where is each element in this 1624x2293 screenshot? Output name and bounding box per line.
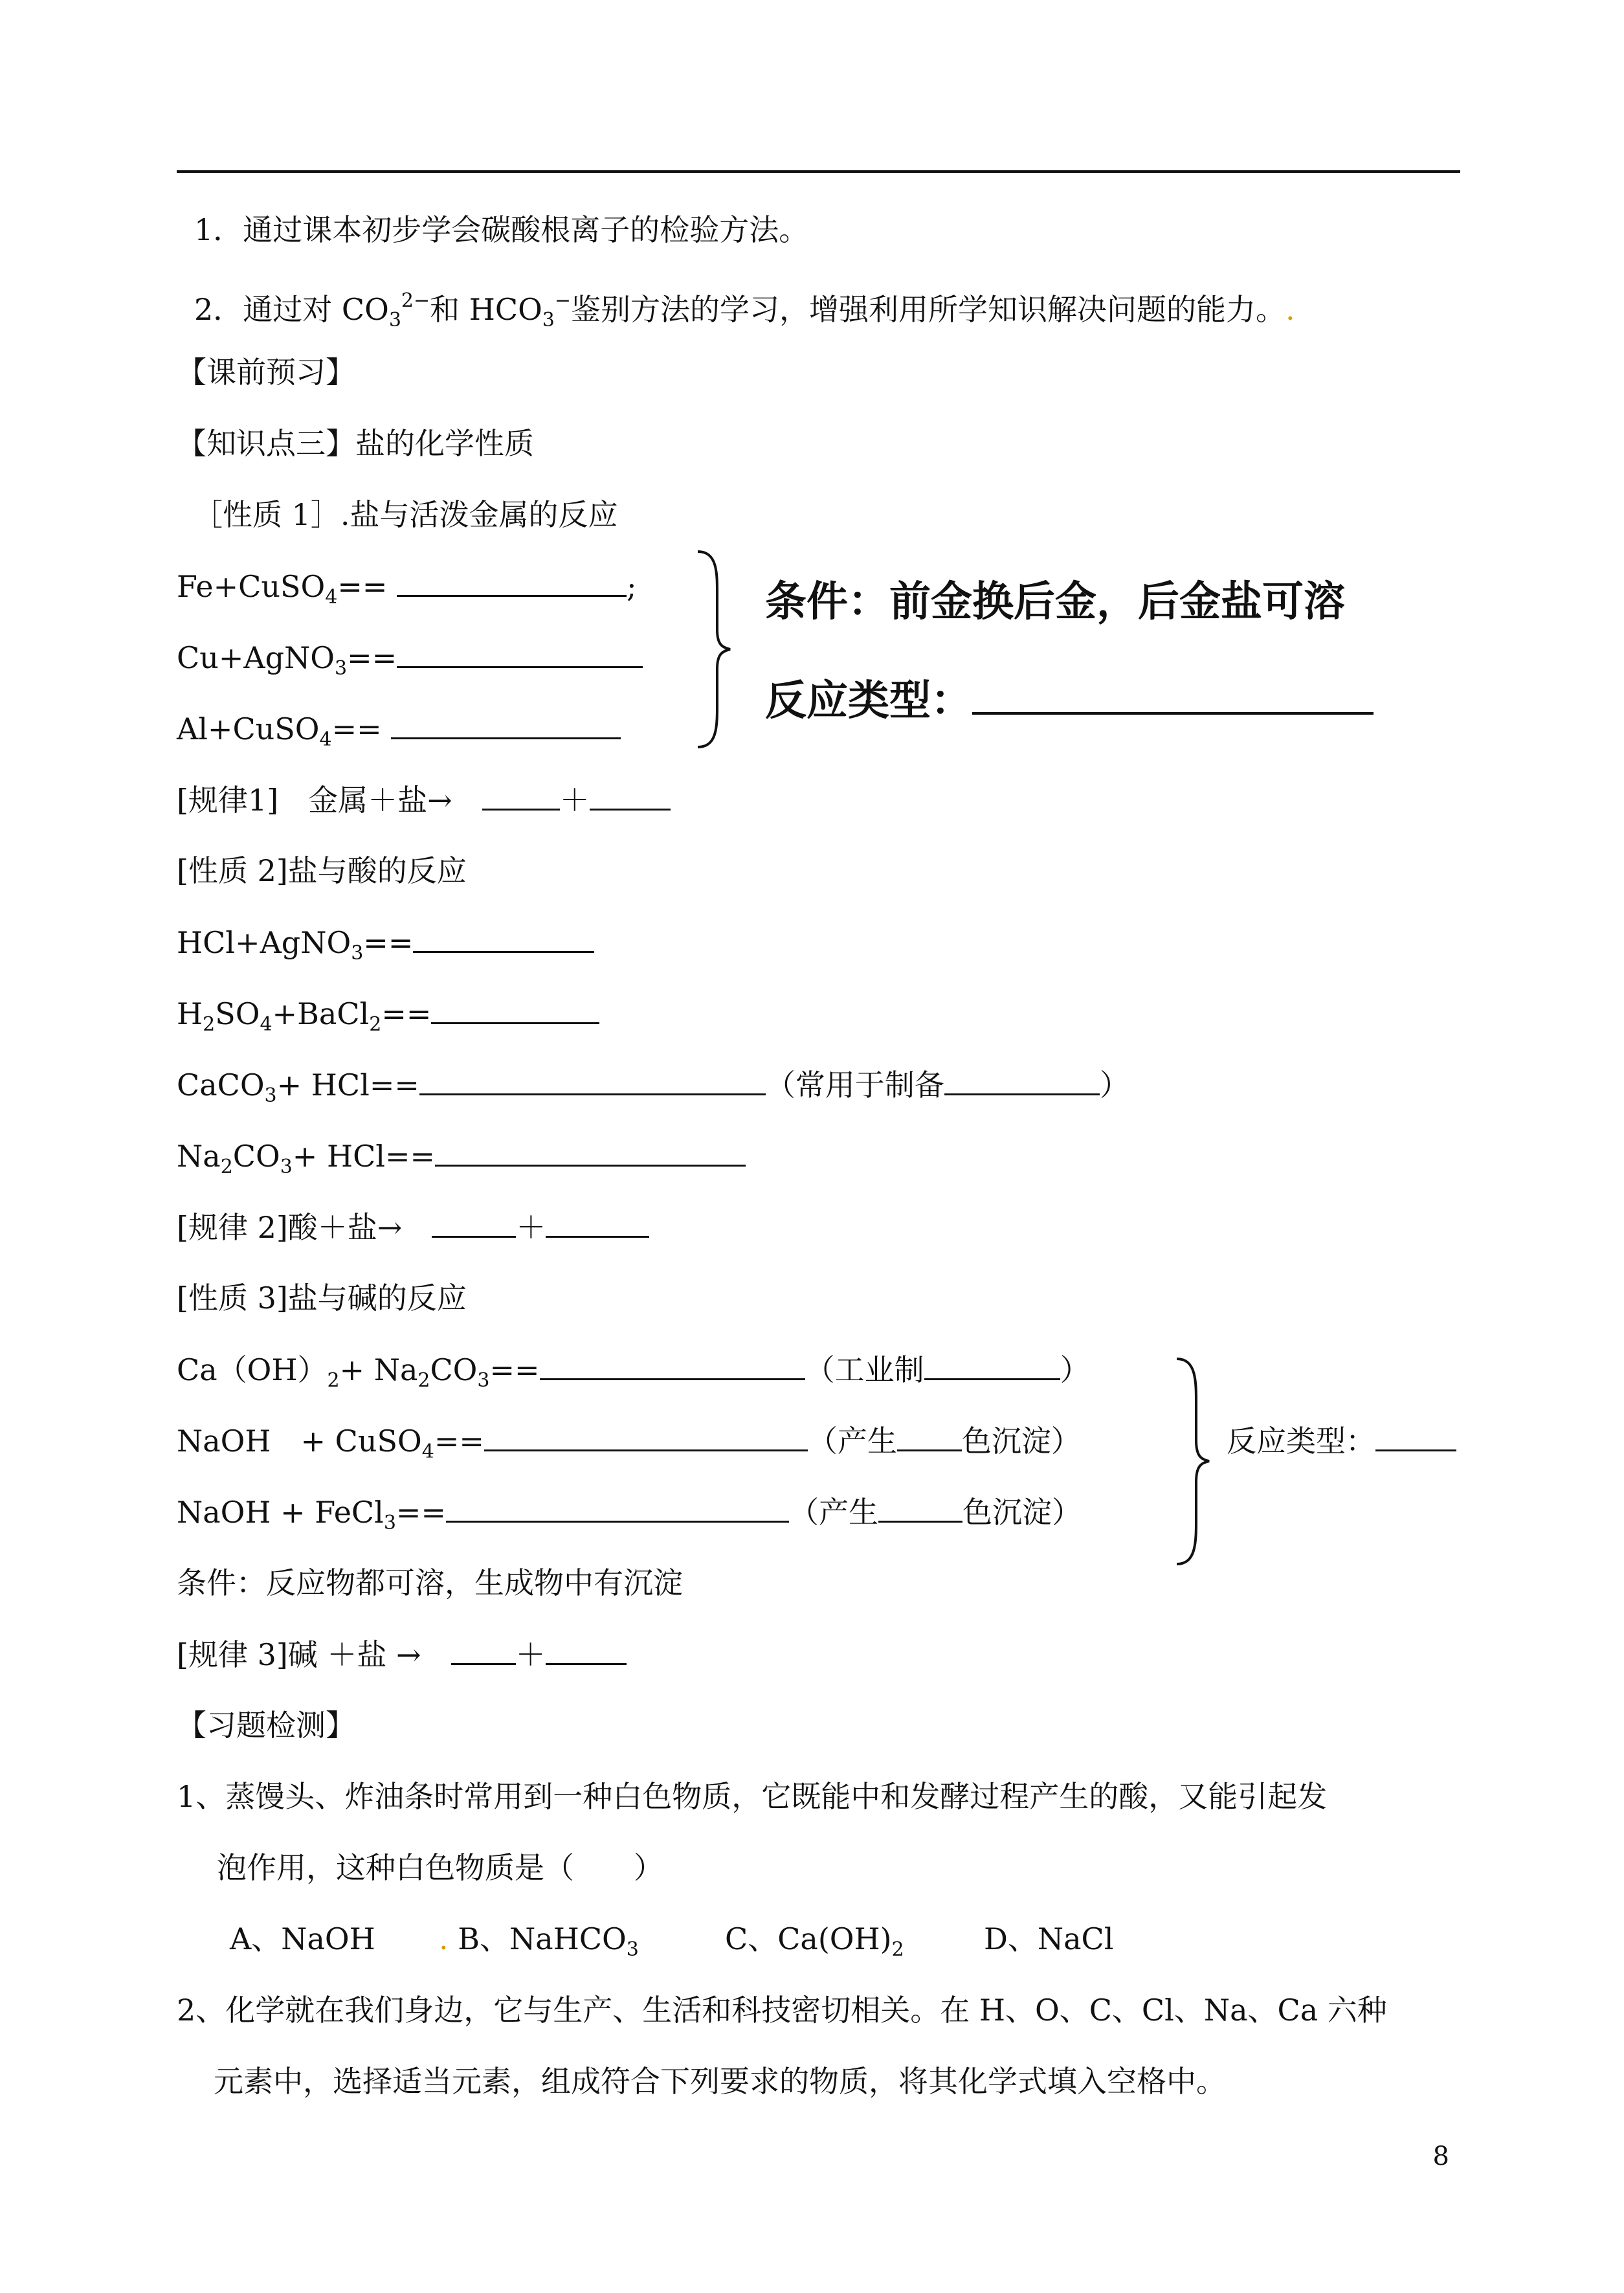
reaction-naoh-cuso4: NaOH + CuSO$_4$== （产生 色沉淀） [177, 1421, 1081, 1471]
answer-blank[interactable] [397, 566, 627, 597]
question-1-option-a[interactable]: A、NaOH [230, 1921, 375, 1956]
property-2-title: [性质 2]盐与酸的反应 [177, 853, 467, 888]
reaction-h2so4-bacl2: $H_2SO_4+BaCl_2==$ [177, 994, 599, 1044]
reaction-caoh2-na2co3: $Ca(OH)_2+ Na_2CO_3==$ （工业制 ） [177, 1350, 1090, 1400]
answer-blank[interactable] [432, 1207, 516, 1238]
rule-2: [规律 2]酸＋盐→ ＋ [177, 1207, 649, 1247]
heading-exercise: 【习题检测】 [177, 1708, 355, 1743]
reaction-al-cuso4: Al+CuSO$_4$== [177, 709, 621, 759]
answer-blank[interactable] [944, 1065, 1100, 1095]
objective-2: 2．通过对 $CO_3^{2-}$和 $HCO_3^-$鉴别方法的学习，增强利用所学知识解决问题的能力。. [194, 289, 1295, 331]
answer-blank[interactable] [897, 1421, 962, 1451]
reaction-fe-cuso4: Fe+CuSO$_4$== ; [177, 566, 637, 617]
answer-blank[interactable] [1375, 1421, 1456, 1451]
answer-blank[interactable] [431, 994, 599, 1024]
answer-blank[interactable] [413, 923, 594, 953]
reaction-type-blank[interactable] [972, 673, 1374, 715]
condition-3: 条件：反应物都可溶，生成物中有沉淀 [177, 1565, 683, 1600]
question-2-line-1: 2、化学就在我们身边，它与生产、生活和科技密切相关。在 H、O、C、Cl、Na、Ca 六种 [177, 1993, 1387, 2028]
answer-blank[interactable] [540, 1350, 805, 1380]
answer-blank[interactable] [419, 1065, 766, 1095]
rule-3: [规律 3]碱 ＋盐 → ＋ [177, 1635, 627, 1674]
reaction-cu-agno3: Cu+AgNO$_3$== [177, 638, 643, 688]
page-number: 8 [1432, 2142, 1449, 2171]
rule-1: [规律1] 金属＋盐→ ＋ [177, 780, 671, 820]
answer-blank[interactable] [397, 638, 643, 668]
answer-blank[interactable] [546, 1207, 649, 1238]
header-rule [177, 170, 1460, 173]
answer-blank[interactable] [546, 1635, 627, 1665]
question-1-line-1: 1、蒸馒头、炸油条时常用到一种白色物质，它既能中和发酵过程产生的酸，又能引起发 [177, 1779, 1328, 1814]
reaction-caco3-hcl: CaCO$_3$+ HCl== （常用于制备 ） [177, 1065, 1129, 1115]
question-1-option-b[interactable]: . B、NaHCO$_3$ [439, 1921, 639, 1961]
answer-blank[interactable] [484, 1421, 808, 1451]
heading-knowledge-point-3: 【知识点三】盐的化学性质 [177, 426, 534, 461]
property-3-title: [性质 3]盐与碱的反应 [177, 1281, 467, 1315]
answer-blank[interactable] [878, 1492, 962, 1523]
reaction-hcl-agno3: HCl+AgNO$_3$== [177, 923, 594, 973]
question-1-option-d[interactable]: D、NaCl [984, 1921, 1114, 1956]
right-brace-icon [1172, 1356, 1210, 1567]
property-1-title: ［性质 1］.盐与活泼金属的反应 [193, 497, 618, 532]
answer-blank[interactable] [451, 1635, 516, 1665]
right-brace-icon [693, 549, 731, 750]
reaction-type-label: 反应类型： [765, 673, 1374, 727]
answer-blank[interactable] [391, 709, 621, 739]
question-1-line-2: 泡作用，这种白色物质是（ ） [217, 1850, 663, 1885]
answer-blank[interactable] [482, 780, 560, 811]
reaction-naoh-fecl3: NaOH + FeCl$_3$== （产生 色沉淀） [177, 1492, 1082, 1543]
objective-1: 1．通过课本初步学会碳酸根离子的检验方法。 [194, 212, 809, 247]
reaction-na2co3-hcl: $Na_2CO_3+ HCl==$ [177, 1136, 746, 1187]
question-2-line-2: 元素中，选择适当元素，组成符合下列要求的物质，将其化学式填入空格中。 [214, 2064, 1226, 2099]
heading-preview: 【课前预习】 [177, 355, 355, 390]
answer-blank[interactable] [590, 780, 671, 811]
condition-text: 条件：前金换后金，后金盐可溶 [765, 578, 1345, 626]
reaction-type-3: 反应类型： [1227, 1421, 1456, 1460]
question-1-option-c[interactable]: C、$Ca(OH)_2$ [725, 1921, 904, 1961]
answer-blank[interactable] [446, 1492, 789, 1523]
answer-blank[interactable] [924, 1350, 1060, 1380]
answer-blank[interactable] [435, 1136, 746, 1167]
